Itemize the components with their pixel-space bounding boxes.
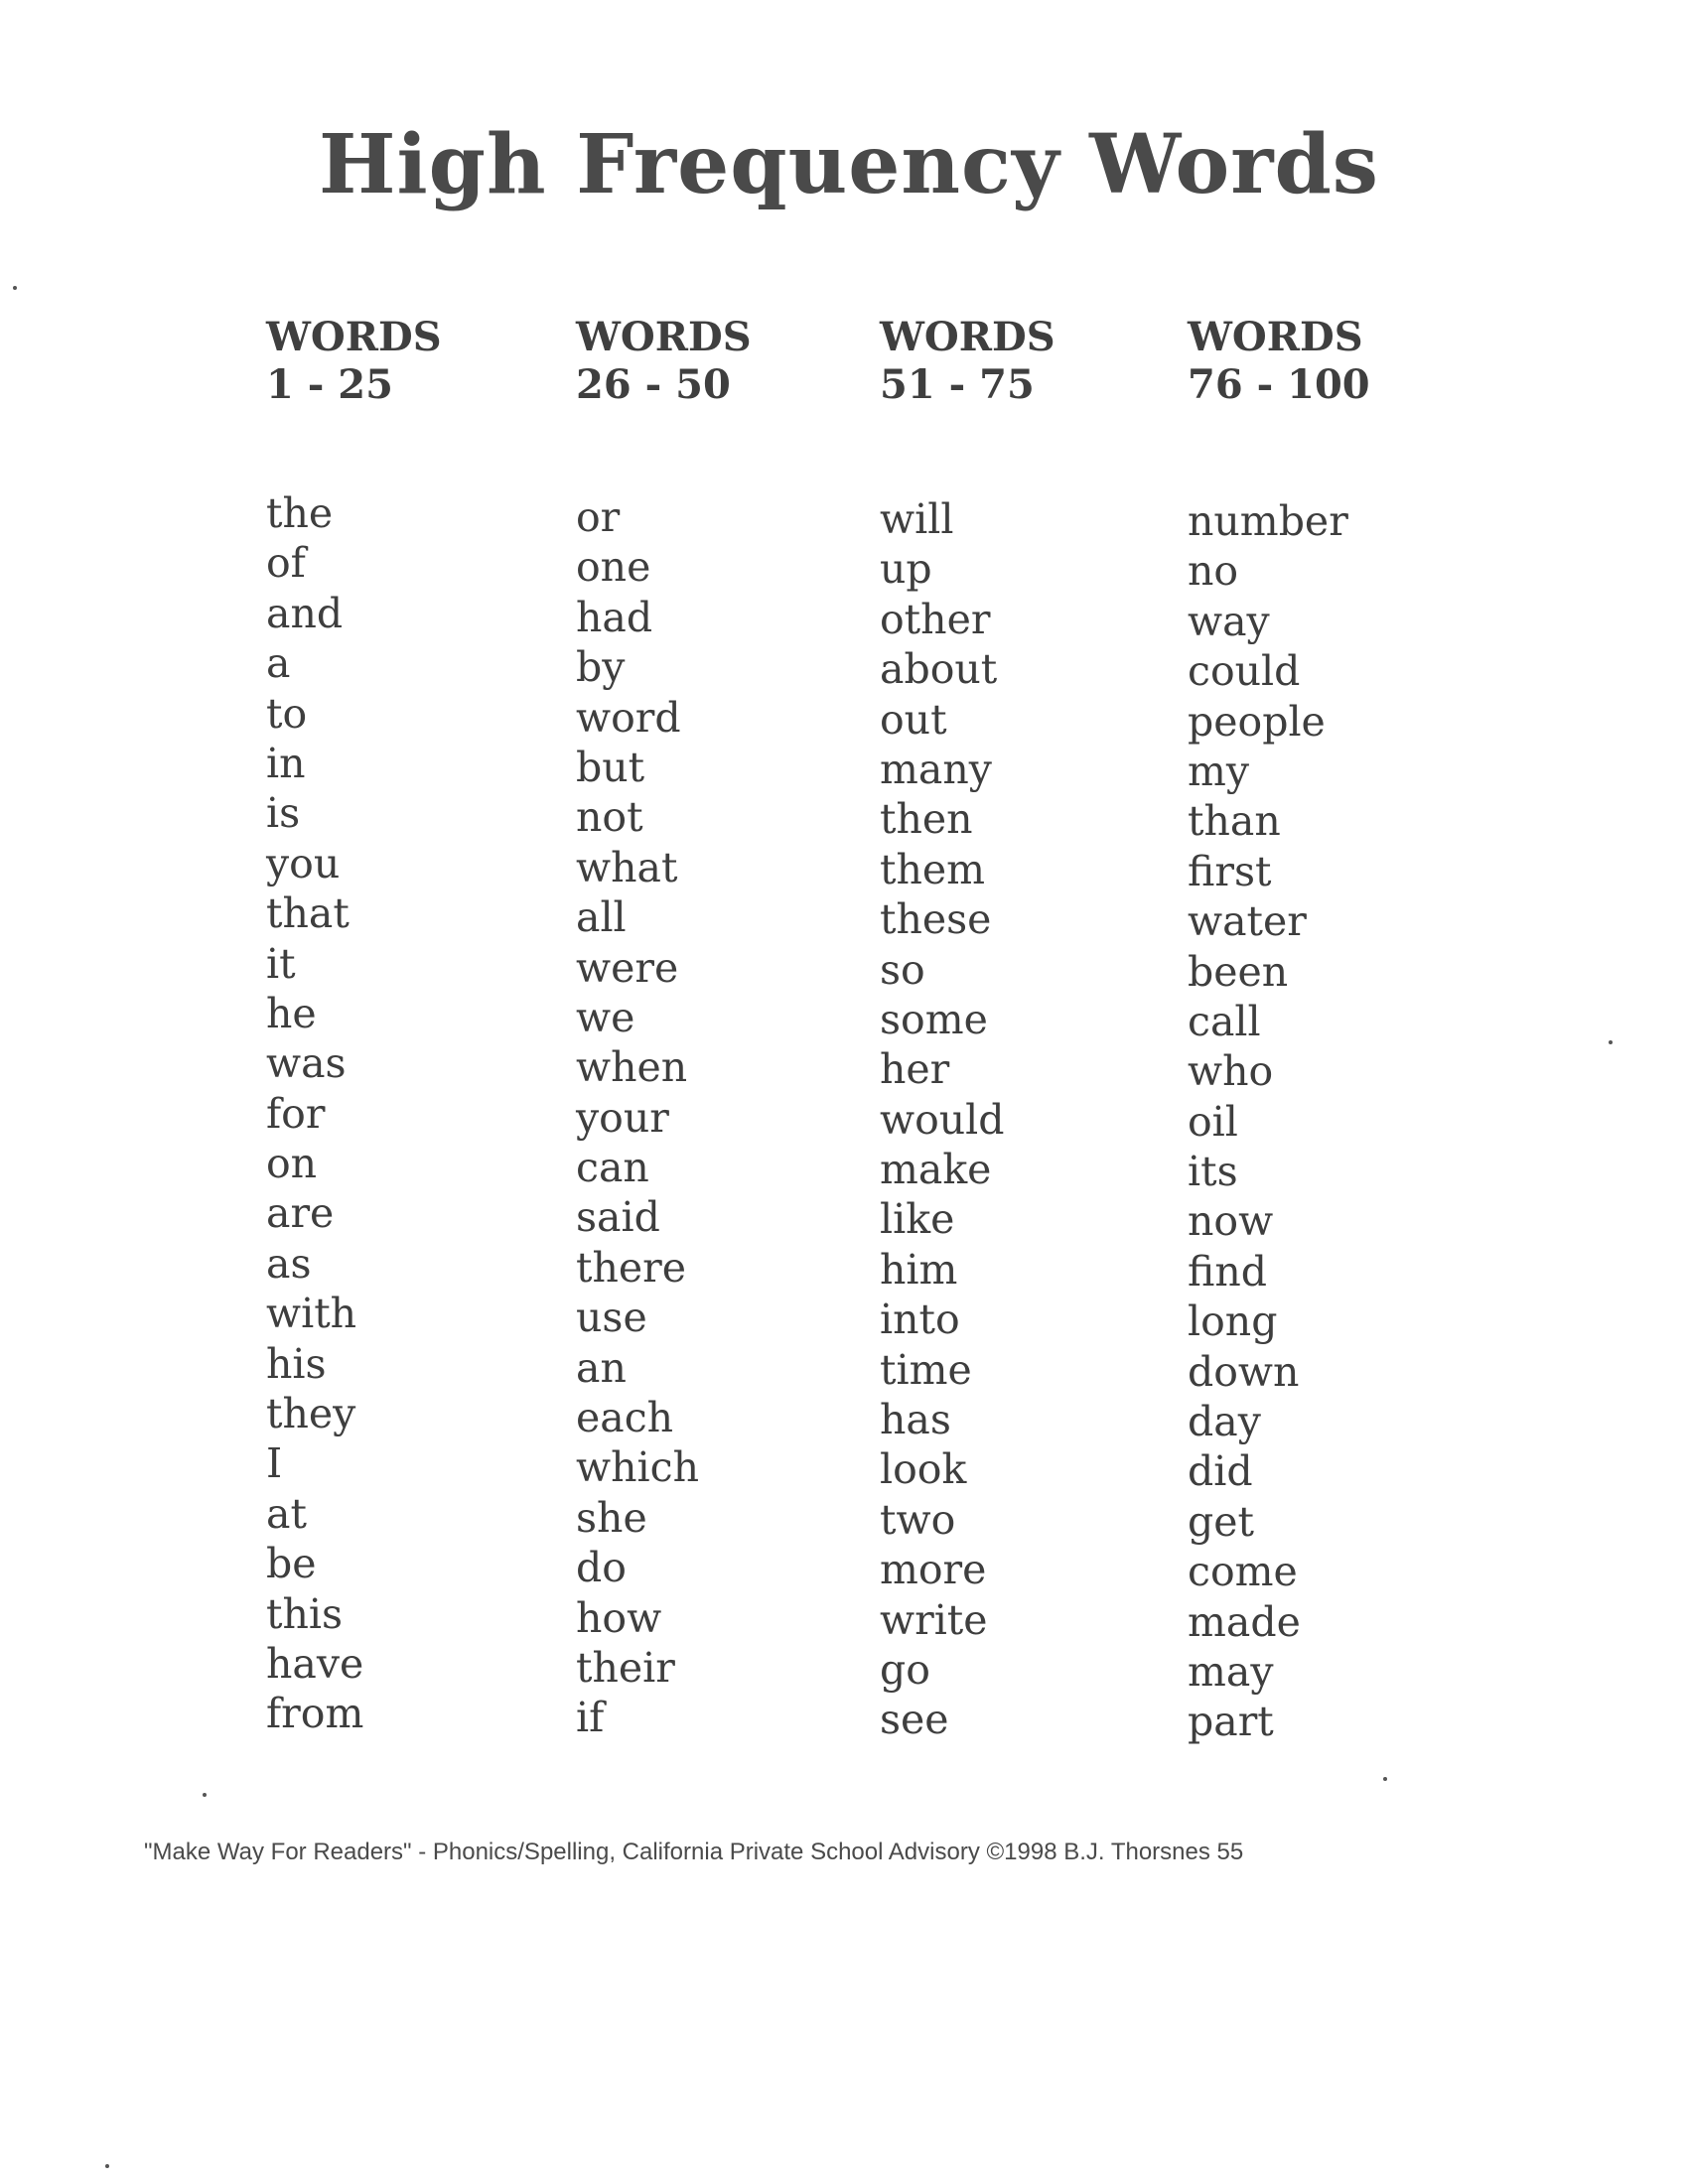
word-item: can bbox=[576, 1144, 649, 1192]
word-item: for bbox=[266, 1089, 326, 1138]
word-item: people bbox=[1188, 697, 1326, 746]
word-item: who bbox=[1188, 1047, 1274, 1096]
scan-speck bbox=[203, 1793, 207, 1797]
word-item: some bbox=[880, 995, 988, 1043]
word-item: as bbox=[266, 1239, 312, 1288]
word-item: like bbox=[880, 1195, 955, 1244]
footer-citation: "Make Way For Readers" - Phonics/Spelling, California Private School Advisory ©1998 B.J. Thorsnes 55 bbox=[144, 1839, 1244, 1865]
word-item: may bbox=[1188, 1647, 1274, 1696]
word-item: into bbox=[880, 1296, 960, 1344]
word-item: day bbox=[1188, 1398, 1261, 1446]
word-item: number bbox=[1188, 497, 1348, 545]
word-item: these bbox=[880, 895, 992, 944]
column-header-label: WORDS bbox=[266, 314, 442, 360]
word-item: my bbox=[1188, 747, 1250, 795]
word-item: did bbox=[1188, 1447, 1253, 1496]
word-item: are bbox=[266, 1189, 335, 1238]
word-item: she bbox=[576, 1493, 647, 1542]
word-item: go bbox=[880, 1645, 930, 1694]
word-list bbox=[266, 488, 594, 1739]
word-item: what bbox=[576, 843, 678, 891]
word-column-4 bbox=[1188, 314, 1515, 1747]
word-item: look bbox=[880, 1445, 967, 1494]
word-item: a bbox=[266, 639, 291, 688]
word-item: he bbox=[266, 989, 317, 1037]
word-item: were bbox=[576, 943, 679, 992]
word-item: one bbox=[576, 543, 651, 592]
word-item: it bbox=[266, 939, 296, 988]
word-item: her bbox=[880, 1045, 950, 1094]
word-item: you bbox=[266, 839, 341, 887]
word-column-2 bbox=[576, 314, 904, 1743]
word-item: by bbox=[576, 643, 626, 692]
word-item: now bbox=[1188, 1197, 1274, 1246]
word-column-3 bbox=[880, 314, 1207, 1745]
page-title: High Frequency Words bbox=[319, 117, 1379, 212]
column-header-range: 1 - 25 bbox=[266, 361, 393, 408]
word-item: use bbox=[576, 1294, 647, 1342]
word-item: would bbox=[880, 1095, 1005, 1144]
column-header-label: WORDS bbox=[576, 314, 752, 360]
word-item: than bbox=[1188, 797, 1281, 846]
column-header-range: 51 - 75 bbox=[880, 361, 1035, 408]
word-item: could bbox=[1188, 647, 1301, 696]
word-item: to bbox=[266, 689, 308, 738]
word-item: so bbox=[880, 945, 925, 994]
word-item: and bbox=[266, 589, 344, 637]
word-item: each bbox=[576, 1394, 674, 1442]
word-item: on bbox=[266, 1140, 318, 1188]
word-item: their bbox=[576, 1643, 675, 1692]
word-item: come bbox=[1188, 1548, 1298, 1596]
word-item: its bbox=[1188, 1148, 1238, 1196]
word-item: or bbox=[576, 493, 621, 541]
word-item: time bbox=[880, 1345, 972, 1394]
column-header bbox=[1188, 314, 1515, 409]
column-header bbox=[576, 314, 904, 409]
word-item: at bbox=[266, 1489, 307, 1538]
word-item: that bbox=[266, 889, 350, 938]
word-item: get bbox=[1188, 1497, 1254, 1546]
word-item: find bbox=[1188, 1247, 1267, 1296]
word-item: been bbox=[1188, 947, 1289, 996]
word-item: call bbox=[1188, 997, 1261, 1045]
word-item: part bbox=[1188, 1698, 1274, 1746]
word-item: had bbox=[576, 593, 653, 641]
word-item: oil bbox=[1188, 1097, 1238, 1146]
word-item: make bbox=[880, 1146, 992, 1194]
word-item: no bbox=[1188, 547, 1239, 596]
word-item: all bbox=[576, 893, 627, 942]
column-header-label: WORDS bbox=[1188, 314, 1363, 360]
word-item: two bbox=[880, 1495, 956, 1544]
word-item: long bbox=[1188, 1297, 1278, 1346]
word-item: first bbox=[1188, 847, 1272, 895]
column-header-label: WORDS bbox=[880, 314, 1055, 360]
word-item: from bbox=[266, 1690, 364, 1738]
word-item: which bbox=[576, 1443, 699, 1492]
word-item: in bbox=[266, 739, 306, 787]
word-item: an bbox=[576, 1343, 627, 1392]
word-item: see bbox=[880, 1696, 949, 1744]
word-item: them bbox=[880, 845, 986, 893]
word-item: more bbox=[880, 1546, 987, 1594]
word-item: word bbox=[576, 693, 681, 742]
word-item: but bbox=[576, 743, 645, 791]
word-item: do bbox=[576, 1544, 627, 1592]
word-item: your bbox=[576, 1093, 669, 1142]
word-item: this bbox=[266, 1589, 344, 1638]
word-list bbox=[576, 492, 904, 1743]
word-item: his bbox=[266, 1339, 327, 1388]
word-item: will bbox=[880, 495, 954, 543]
word-item: water bbox=[1188, 897, 1307, 946]
column-header-range: 26 - 50 bbox=[576, 361, 731, 408]
scan-speck bbox=[105, 2164, 109, 2168]
word-item: way bbox=[1188, 597, 1270, 645]
word-item: down bbox=[1188, 1347, 1300, 1396]
word-item: other bbox=[880, 595, 991, 643]
word-list bbox=[880, 494, 1207, 1745]
word-item: is bbox=[266, 789, 301, 838]
word-item: when bbox=[576, 1043, 688, 1092]
word-item: out bbox=[880, 695, 947, 744]
word-item: then bbox=[880, 795, 973, 844]
scan-speck bbox=[13, 286, 17, 290]
word-item: if bbox=[576, 1694, 605, 1742]
word-item: there bbox=[576, 1243, 687, 1292]
word-item: write bbox=[880, 1595, 988, 1644]
word-item: him bbox=[880, 1245, 958, 1294]
word-item: many bbox=[880, 745, 992, 793]
scan-speck bbox=[1383, 1777, 1387, 1781]
word-item: about bbox=[880, 645, 998, 694]
word-column-1 bbox=[266, 314, 594, 1739]
word-item: how bbox=[576, 1593, 662, 1642]
word-item: with bbox=[266, 1290, 357, 1338]
word-item: up bbox=[880, 545, 932, 594]
word-item: I bbox=[266, 1439, 283, 1488]
column-header bbox=[880, 314, 1207, 409]
scan-speck bbox=[1609, 1040, 1613, 1044]
word-list bbox=[1188, 496, 1515, 1747]
word-item: they bbox=[266, 1390, 356, 1438]
word-item: not bbox=[576, 793, 643, 842]
word-item: we bbox=[576, 993, 635, 1041]
word-item: was bbox=[266, 1039, 347, 1088]
word-item: made bbox=[1188, 1597, 1301, 1646]
column-header bbox=[266, 314, 594, 409]
word-item: the bbox=[266, 489, 334, 537]
column-header-range: 76 - 100 bbox=[1188, 361, 1370, 408]
word-item: of bbox=[266, 539, 306, 588]
word-item: has bbox=[880, 1396, 951, 1444]
word-item: said bbox=[576, 1193, 660, 1242]
word-item: have bbox=[266, 1639, 364, 1688]
word-item: be bbox=[266, 1540, 317, 1588]
